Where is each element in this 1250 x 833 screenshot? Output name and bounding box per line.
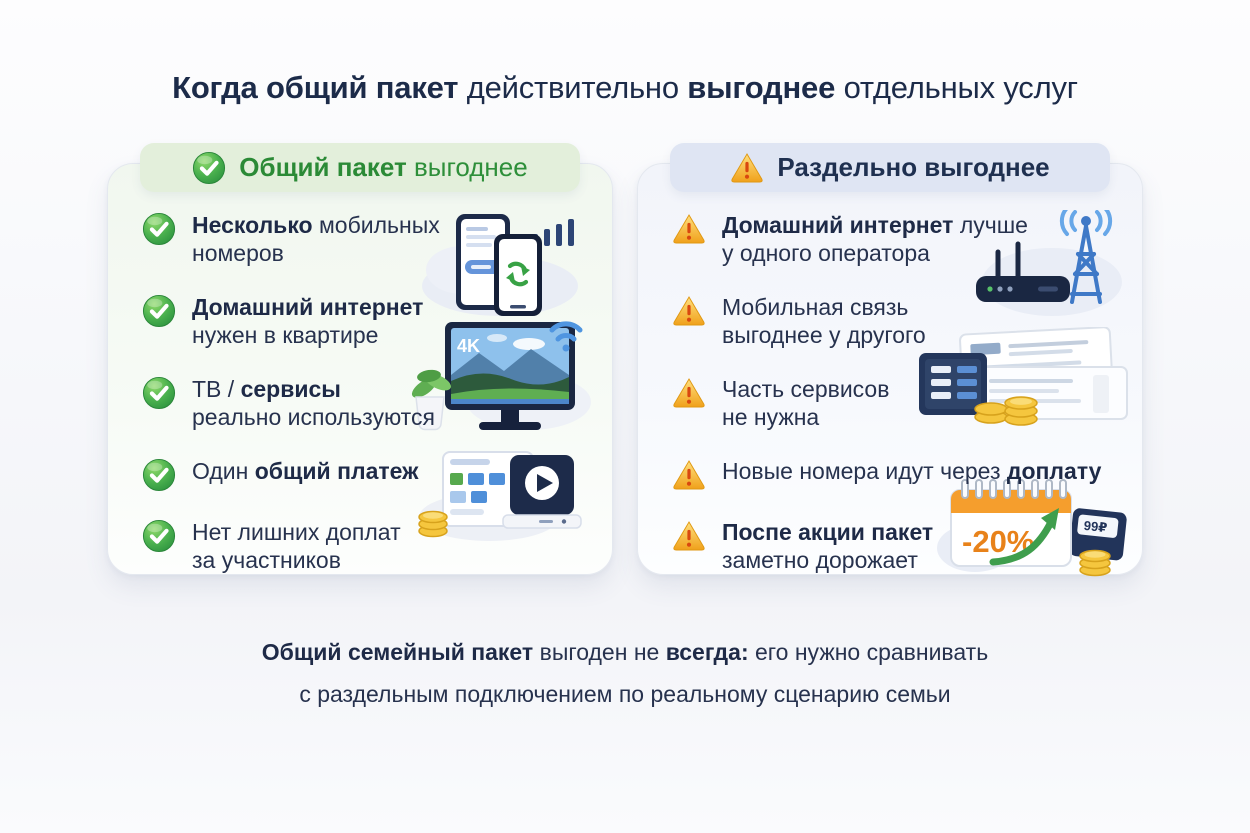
warning-triangle-icon xyxy=(672,519,706,553)
list-item-text xyxy=(722,375,889,431)
text-segment: у одного оператора xyxy=(722,240,930,266)
text-segment: Когда общий пакет xyxy=(172,70,467,105)
list-item-text xyxy=(722,457,1101,485)
text-segment: выгоднее xyxy=(413,152,528,182)
text-segment: Нет лишних доплат xyxy=(192,519,401,545)
separate-items-list xyxy=(638,164,1142,574)
check-circle-icon xyxy=(142,519,176,553)
text-segment: реально используются xyxy=(192,404,435,430)
text-segment: лучше xyxy=(959,212,1028,238)
text-segment: выгоден не xyxy=(539,639,666,665)
list-item-line xyxy=(192,239,440,267)
text-segment: не нужна xyxy=(722,404,820,430)
list-item-text xyxy=(722,293,926,349)
text-segment: сервисы xyxy=(240,376,341,402)
list-item-line xyxy=(722,518,933,546)
check-circle-icon xyxy=(142,294,176,328)
list-item-text xyxy=(192,518,401,574)
list-item xyxy=(142,375,612,431)
text-segment: всегда: xyxy=(665,639,749,665)
text-segment: Несколько xyxy=(192,212,319,238)
list-item-line xyxy=(192,546,401,574)
list-item-text xyxy=(192,293,423,349)
text-segment: заметно дорожает xyxy=(722,547,918,573)
list-item-line xyxy=(192,375,435,403)
check-circle-icon xyxy=(142,458,176,492)
list-item-text xyxy=(192,457,418,485)
list-item xyxy=(142,457,612,492)
check-circle-icon xyxy=(142,376,176,410)
text-segment: доплату xyxy=(1006,458,1102,484)
text-segment: Общий пакет xyxy=(239,152,414,182)
text-segment: Домашний интернет xyxy=(722,212,960,238)
list-item-line xyxy=(192,518,401,546)
list-item xyxy=(672,211,1142,267)
warning-triangle-icon xyxy=(730,151,764,185)
separate-card-header xyxy=(670,143,1110,192)
list-item-text xyxy=(722,518,933,574)
list-item-text xyxy=(722,211,1028,267)
text-segment: Общий xyxy=(261,639,348,665)
warning-triangle-icon xyxy=(672,458,706,492)
list-item xyxy=(672,457,1142,492)
list-item xyxy=(142,211,612,267)
list-item-line xyxy=(192,403,435,431)
bundle-card-header xyxy=(140,143,580,192)
list-item xyxy=(142,293,612,349)
list-item-line xyxy=(722,457,1101,485)
list-item-text xyxy=(192,211,440,267)
separate-card-header-label xyxy=(777,152,1049,183)
text-segment: выгоднее у другого xyxy=(722,322,926,348)
footer-note-line1 xyxy=(0,631,1250,673)
svg-text:-20%: -20% xyxy=(962,524,1035,559)
warning-triangle-icon xyxy=(672,376,706,410)
warning-triangle-icon xyxy=(672,294,706,328)
list-item-line xyxy=(722,321,926,349)
text-segment: Мобильная связь xyxy=(722,294,909,320)
list-item-line xyxy=(722,239,1028,267)
text-segment: Один xyxy=(192,458,255,484)
footer-note-line2 xyxy=(0,673,1250,715)
text-segment: ТВ / xyxy=(192,376,241,402)
list-item-line xyxy=(722,546,933,574)
list-item xyxy=(142,518,612,574)
text-segment: отдельных услуг xyxy=(843,70,1078,105)
text-segment: Часть сервисов xyxy=(722,376,890,402)
text-segment: семейный пакет xyxy=(347,639,540,665)
list-item-line xyxy=(192,211,440,239)
comparison-cards xyxy=(107,152,1143,575)
footer-note xyxy=(0,631,1250,715)
list-item-text xyxy=(192,375,435,431)
text-segment: общий платеж xyxy=(254,458,419,484)
list-item-line xyxy=(192,293,423,321)
list-item-line xyxy=(192,457,418,485)
check-circle-icon xyxy=(192,151,226,185)
text-segment: Раздельно выгоднее xyxy=(777,152,1050,182)
list-item-line xyxy=(722,293,926,321)
warning-triangle-icon xyxy=(672,212,706,246)
text-segment: номеров xyxy=(192,240,284,266)
bundle-card xyxy=(107,152,613,575)
list-item xyxy=(672,375,1142,431)
text-segment: Поспе акции пакет xyxy=(722,519,934,545)
text-segment: с раздельным подключением по реальному сценарию семьи xyxy=(299,681,951,707)
list-item xyxy=(672,518,1142,574)
list-item xyxy=(672,293,1142,349)
text-segment: нужен в квартире xyxy=(192,322,379,348)
list-item-line xyxy=(722,375,889,403)
text-segment: мобильных xyxy=(318,212,440,238)
text-segment: за участников xyxy=(192,547,341,573)
page-title xyxy=(0,70,1250,106)
text-segment: Домашний интернет xyxy=(192,294,424,320)
svg-text:4K: 4K xyxy=(457,336,481,356)
separate-card xyxy=(637,152,1143,575)
check-circle-icon xyxy=(142,212,176,246)
list-item-line xyxy=(192,321,423,349)
text-segment: его нужно сравнивать xyxy=(748,639,989,665)
list-item-line xyxy=(722,211,1028,239)
svg-text:99₽: 99₽ xyxy=(1083,517,1109,536)
text-segment: действительно xyxy=(466,70,688,105)
text-segment: выгоднее xyxy=(687,70,844,105)
list-item-line xyxy=(722,403,889,431)
text-segment: Новые номера идут через xyxy=(722,458,1007,484)
bundle-items-list xyxy=(108,164,612,574)
bundle-card-header-label xyxy=(239,152,527,183)
